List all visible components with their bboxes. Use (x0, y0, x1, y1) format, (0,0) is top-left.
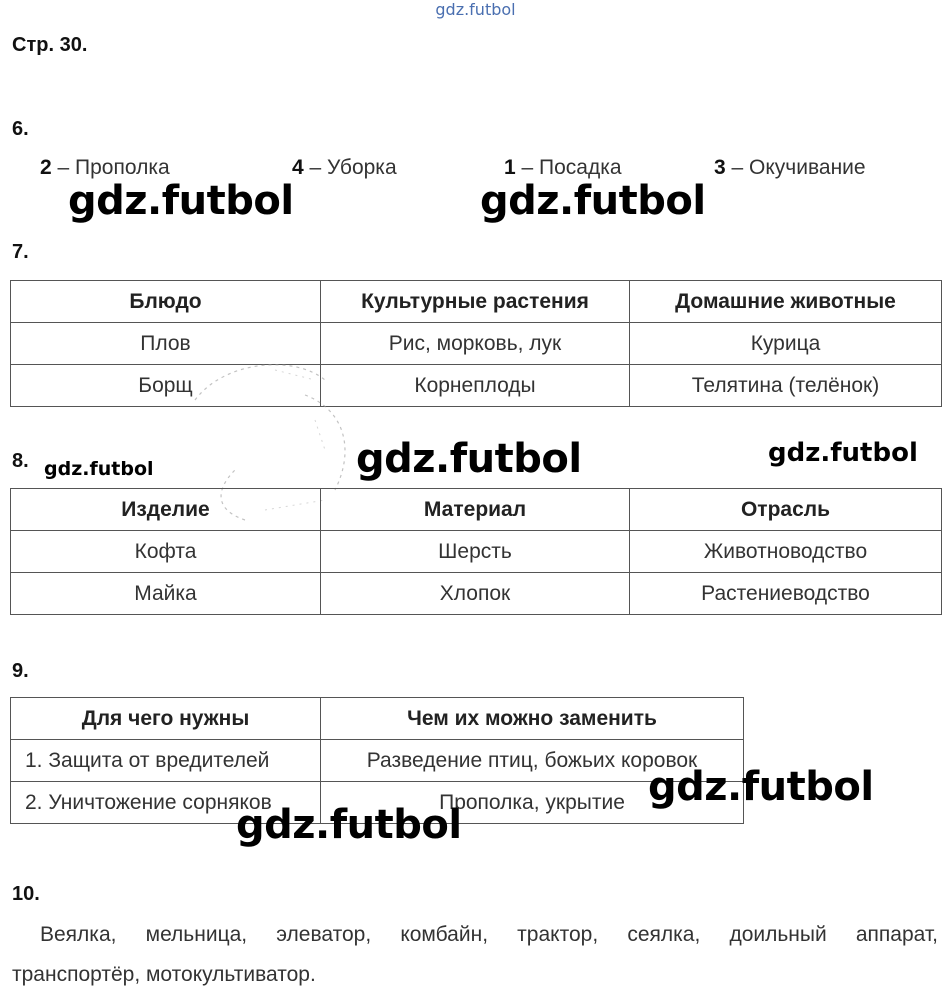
item-number: 4 (292, 156, 304, 179)
table-row (11, 573, 942, 615)
table-header: Отрасль (630, 489, 942, 531)
table-row (11, 323, 942, 365)
table-cell: Кофта (11, 531, 321, 573)
table-header: Для чего нужны (11, 698, 321, 740)
table-header: Блюдо (11, 281, 321, 323)
watermark: gdz.futbol (68, 178, 294, 224)
task-6-item (714, 156, 866, 180)
watermark: gdz.futbol (356, 436, 582, 482)
table-cell: Борщ (11, 365, 321, 407)
watermark: gdz.futbol (768, 438, 918, 468)
item-text: – Прополка (51, 156, 170, 179)
item-text: – Окучивание (725, 156, 866, 179)
top-watermark: gdz.futbol (435, 0, 516, 19)
table-cell: Шерсть (321, 531, 630, 573)
task-9-number: 9. (12, 660, 29, 682)
table-header: Домашние животные (630, 281, 942, 323)
item-text: – Посадка (515, 156, 622, 179)
table-cell: Прополка, укрытие (321, 782, 744, 824)
item-number: 3 (714, 156, 726, 179)
task-6-item (504, 156, 622, 180)
task-8-table (10, 488, 942, 615)
table-cell: Рис, морковь, лук (321, 323, 630, 365)
task-6-number: 6. (12, 118, 29, 140)
table-cell: Телятина (телёнок) (630, 365, 942, 407)
table-header: Культурные растения (321, 281, 630, 323)
task-6-item (40, 156, 170, 180)
watermark: gdz.futbol (480, 178, 706, 224)
task-7-table (10, 280, 942, 407)
table-cell: Хлопок (321, 573, 630, 615)
watermark: gdz.futbol (648, 764, 874, 810)
table-row (11, 365, 942, 407)
table-cell: Корнеплоды (321, 365, 630, 407)
watermark: gdz.futbol (236, 802, 462, 848)
page-title: Стр. 30. (12, 34, 88, 56)
table-cell: Животноводство (630, 531, 942, 573)
table-cell: 2. Уничтожение сорняков (11, 782, 321, 824)
table-header: Изделие (11, 489, 321, 531)
table-row (11, 740, 744, 782)
item-number: 1 (504, 156, 516, 179)
table-cell: Разведение птиц, божьих коровок (321, 740, 744, 782)
table-cell: 1. Защита от вредителей (11, 740, 321, 782)
table-cell: Растениеводство (630, 573, 942, 615)
table-cell: Майка (11, 573, 321, 615)
table-header: Материал (321, 489, 630, 531)
answer-line: транспортёр, мотокультиватор. (12, 963, 316, 986)
task-7-number: 7. (12, 241, 29, 263)
task-8-number: 8. (12, 450, 29, 472)
table-header: Чем их можно заменить (321, 698, 744, 740)
task-10-number: 10. (12, 883, 40, 905)
item-number: 2 (40, 156, 52, 179)
table-cell: Плов (11, 323, 321, 365)
table-cell: Курица (630, 323, 942, 365)
task-6-item (292, 156, 397, 180)
task-10-answer (12, 915, 938, 995)
item-text: – Уборка (303, 156, 397, 179)
watermark: gdz.futbol (44, 458, 154, 480)
table-row (11, 531, 942, 573)
answer-line: Веялка, мельница, элеватор, комбайн, трактор, сеялка, доильный аппарат, (40, 923, 938, 946)
